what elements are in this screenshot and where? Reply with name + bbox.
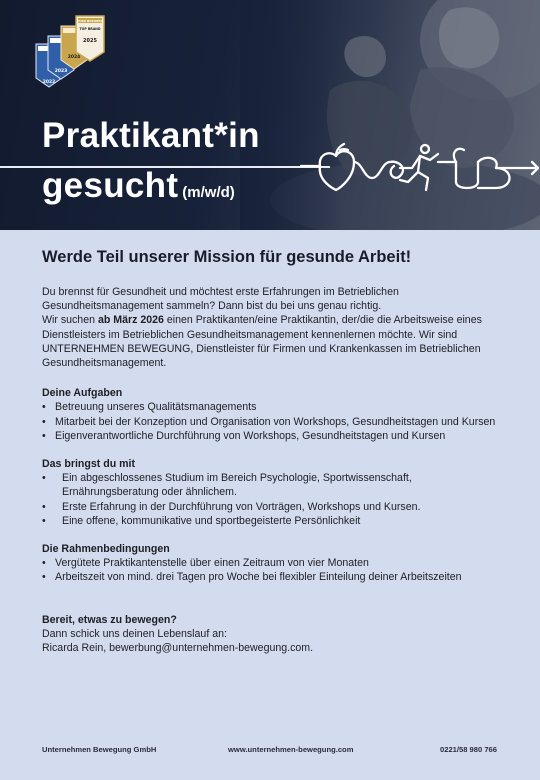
list-item: • Ein abgeschlossenes Studium im Bereich Psychologie, Sportwissenschaft, Ernährungsberatung oder ähnlichem.: [42, 471, 502, 499]
section-heading-conditions: Die Rahmenbedingungen: [42, 543, 170, 556]
badge-year-2024: 2024: [67, 55, 81, 60]
badge-year-2022: 2022: [42, 80, 56, 85]
intro-paragraph-1: Du brennst für Gesundheit und möchtest erste Erfahrungen im Betrieblichen Gesundheitsmanagement sammeln? Dann bist du bei uns genau richtig.: [42, 286, 399, 313]
section-heading-tasks: Deine Aufgaben: [42, 387, 123, 400]
page-title: Praktikant*in: [42, 116, 260, 155]
list-item: • Erste Erfahrung in der Durchführung von Vorträgen, Workshops und Kursen.: [42, 500, 502, 514]
section-conditions: [42, 542, 502, 585]
list-item: • Vergütete Praktikantenstelle über einen Zeitraum von vier Monaten: [42, 556, 502, 570]
badge-year-2023: 2023: [54, 69, 68, 74]
top-brand-badges: [30, 12, 130, 97]
badge-brand: EURO BUSINESS: [77, 19, 103, 23]
footer-phone[interactable]: 0221/58 980 766: [440, 745, 498, 754]
requirements-list: [42, 471, 502, 528]
section-heading-requirements: Das bringst du mit: [42, 458, 135, 471]
footer-website-link[interactable]: www.unternehmen-bewegung.com: [228, 745, 354, 754]
intro-text: Wir suchen: [42, 314, 98, 327]
badge-label: TOP BRAND: [79, 27, 101, 31]
section-tasks: [42, 386, 502, 443]
title-gesucht: gesucht: [42, 166, 179, 205]
cta-line-1: Dann schick uns deinen Lebenslauf an:: [42, 627, 227, 640]
list-item: • Arbeitszeit von mind. drei Tagen pro Woche bei flexibler Einteilung deiner Arbeitszeiten: [42, 570, 502, 584]
header-banner: [0, 0, 540, 230]
list-item: • Betreuung unseres Qualitätsmanagements: [42, 400, 502, 414]
tasks-list: [42, 400, 502, 443]
title-gender-note: (m/w/d): [182, 184, 235, 201]
contact-email[interactable]: Ricarda Rein, bewerbung@unternehmen-bewegung.com.: [42, 642, 314, 655]
list-item: • Eigenverantwortliche Durchführung von Workshops, Gesundheitstagen und Kursen: [42, 429, 502, 443]
mission-heading: Werde Teil unserer Mission für gesunde Arbeit!: [42, 248, 412, 266]
cta-heading: Bereit, etwas zu bewegen?: [42, 613, 177, 626]
intro-text-rest: einen Praktikanten/eine Praktikantin, der/die die Arbeitsweise eines Dienstleisters im Betrieblichen Gesundheitsmanagement kennenlernen möchte. Wir sind UNTERNEHMEN BEWEGUNG, Dienstleister für Firmen und Krankenkassen im Betrieblichen Gesundheitsmanagement.: [42, 314, 482, 370]
section-requirements: [42, 457, 502, 528]
main-content: [42, 248, 502, 655]
conditions-list: [42, 556, 502, 584]
badge-year-2025: 2025: [83, 38, 97, 44]
page-title-line2: [42, 166, 235, 213]
footer-company: Unternehmen Bewegung GmbH: [42, 745, 157, 754]
start-date-highlight: ab März 2026: [97, 314, 164, 327]
list-item: • Eine offene, kommunikative und sportbegeisterte Persönlichkeit: [42, 514, 502, 528]
intro-paragraph-2: [42, 313, 502, 370]
list-item: • Mitarbeit bei der Konzeption und Organisation von Workshops, Gesundheitstagen und Kursen: [42, 415, 502, 429]
unternehmen-bewegung-logo-icon: [300, 138, 540, 196]
application-cta: [42, 613, 502, 656]
